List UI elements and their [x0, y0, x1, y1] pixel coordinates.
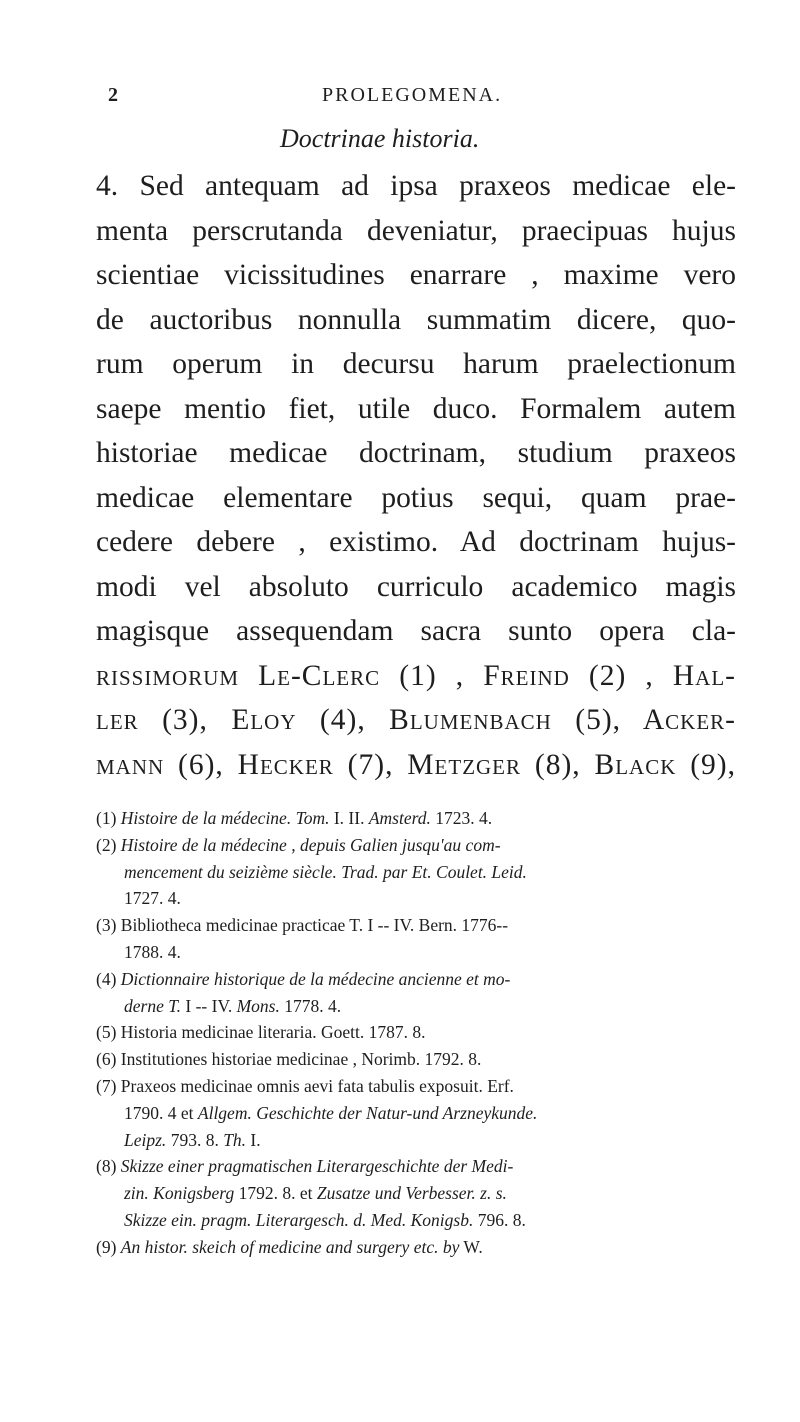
footnote: [96, 805, 736, 832]
footnote-text: 1792. 8. et: [234, 1183, 317, 1204]
paragraph-line: historiae medicae doctrinam, studium praxeos: [96, 437, 736, 469]
book-page: [96, 80, 736, 1261]
footnote-text: Dictionnaire historique de la médecine ancienne et mo-: [120, 968, 511, 989]
footnote-continuation: [96, 993, 736, 1020]
paragraph-line: mann (6), Hecker (7), Metzger (8), Black (9),: [96, 748, 736, 781]
footnote-text: I. II.: [329, 808, 369, 828]
footnote-continuation: [96, 1207, 736, 1234]
footnote-text: 1790. 4 et: [124, 1102, 198, 1123]
page-number: 2: [108, 84, 120, 106]
footnote-continuation: [96, 859, 736, 886]
paragraph-line: magisque assequendam sacra sunto opera cla-: [96, 615, 736, 647]
footnote-text: Histoire de la médecine. Tom.: [120, 808, 330, 828]
paragraph-line: menta perscrutanda deveniatur, praecipuas hujus: [96, 214, 736, 247]
footnote-text: Zusatze und Verbesser. z. s.: [316, 1183, 507, 1204]
footnote: [96, 1234, 736, 1261]
footnote-text: Allgem. Geschichte der Natur-und Arzneykunde.: [197, 1102, 538, 1123]
footnote-text: Mons.: [236, 995, 280, 1016]
footnote: [96, 912, 736, 939]
section-title: Doctrinae historia.: [280, 124, 480, 153]
footnote: [96, 1019, 736, 1046]
footnote-continuation: [96, 885, 736, 912]
footnote-text: 1788. 4.: [124, 941, 181, 962]
footnote-text: (6): [96, 1049, 121, 1070]
footnote-continuation: [96, 1180, 736, 1207]
footnote-text: (9): [96, 1236, 121, 1257]
paragraph-line: medicae elementare potius sequi, quam prae-: [96, 481, 736, 514]
footnote-text: I -- IV.: [181, 995, 237, 1016]
footnote-text: (7): [96, 1075, 121, 1096]
paragraph-line: rissimorum Le-Clerc (1) , Freind (2) , Hal-: [96, 659, 736, 692]
paragraph-line: 4. Sed antequam ad ipsa praxeos medicae ele-: [96, 170, 736, 202]
footnote-continuation: [96, 1127, 736, 1154]
footnote-text: 1727. 4.: [124, 888, 181, 909]
paragraph-line: scientiae vicissitudines enarrare , maxime vero: [96, 259, 736, 291]
footnote-text: 1778. 4.: [279, 995, 342, 1016]
main-paragraph: [96, 164, 736, 787]
footnote-text: zin. Konigsberg: [124, 1183, 235, 1204]
running-title: PROLEGOMENA.: [322, 84, 503, 106]
footnote-text: Skizze einer pragmatischen Literargeschichte der Medi-: [120, 1156, 514, 1177]
footnote-text: Histoire de la médecine , depuis Galien jusqu'au com-: [120, 834, 501, 855]
footnote-text: (5): [96, 1022, 121, 1043]
footnote-text: (2): [96, 834, 121, 855]
footnote: [96, 832, 736, 859]
paragraph-line: saepe mentio fiet, utile duco. Formalem autem: [96, 392, 736, 425]
footnote: [96, 1153, 736, 1180]
footnotes: [96, 805, 736, 1261]
footnote-text: Amsterd.: [368, 808, 431, 828]
footnote-text: Leipz.: [124, 1129, 167, 1150]
paragraph-line: rum operum in decursu harum praelectionum: [96, 348, 736, 380]
footnote-text: I.: [246, 1129, 261, 1150]
paragraph-line: ler (3), Eloy (4), Blumenbach (5), Acker-: [96, 704, 736, 736]
footnote: [96, 1046, 736, 1073]
footnote-text: mencement du seizième siècle. Trad. par Et. Coulet. Leid.: [124, 861, 527, 882]
footnote-text: W.: [459, 1236, 483, 1257]
paragraph-line: de auctoribus nonnulla summatim dicere, quo-: [96, 303, 736, 336]
footnote-text: derne T.: [124, 995, 182, 1016]
footnote-text: (1): [96, 808, 121, 828]
footnote: [96, 966, 736, 993]
footnote-text: 1723. 4.: [430, 808, 493, 828]
footnote-text: Th.: [223, 1129, 247, 1150]
footnote-text: Praxeos medicinae omnis aevi fata tabulis exposuit. Erf.: [120, 1075, 514, 1096]
footnote-text: Historia medicinae literaria. Goett. 1787. 8.: [120, 1022, 426, 1043]
footnote: [96, 1073, 736, 1100]
footnote-continuation: [96, 939, 736, 966]
paragraph-line: modi vel absoluto curriculo academico magis: [96, 570, 736, 603]
running-head: [96, 80, 736, 110]
footnote-text: (8): [96, 1156, 121, 1177]
footnote-text: An histor. skeich of medicine and surgery etc. by: [120, 1236, 460, 1257]
footnote-text: (4): [96, 968, 121, 989]
paragraph-line: cedere debere , existimo. Ad doctrinam hujus-: [96, 526, 736, 558]
footnote-text: Skizze ein. pragm. Literargesch. d. Med. Konigsb.: [124, 1209, 474, 1230]
footnote-text: 796. 8.: [473, 1209, 526, 1230]
footnote-text: (3): [96, 915, 121, 936]
footnote-text: Institutiones historiae medicinae , Norimb. 1792. 8.: [120, 1049, 482, 1070]
footnote-text: 793. 8.: [166, 1129, 224, 1150]
footnote-text: Bibliotheca medicinae practicae T. I -- IV. Bern. 1776--: [120, 915, 509, 936]
footnote-continuation: [96, 1100, 736, 1127]
